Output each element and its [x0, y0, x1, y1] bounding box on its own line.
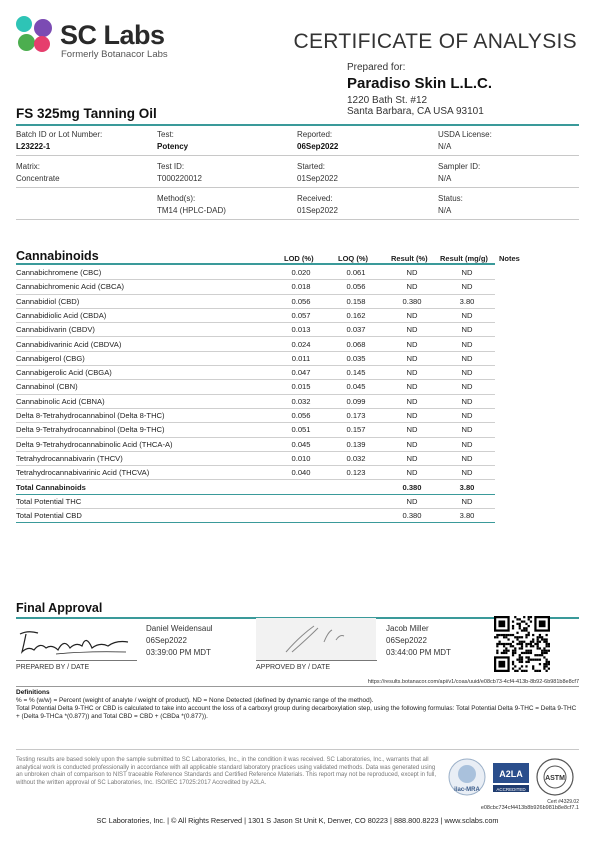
cell-loq: 0.068: [346, 339, 366, 349]
address-line2: Santa Barbara, CA USA 93101: [347, 106, 484, 117]
cell-loq: 0.035: [346, 353, 366, 363]
total-cannabinoids-row: [16, 480, 495, 495]
cell-resm: ND: [461, 268, 473, 277]
cell-res: 0.380: [402, 482, 422, 492]
cell-loq: 0.056: [346, 282, 366, 292]
method-label: Method(s):: [157, 194, 196, 203]
table-row: [16, 394, 495, 409]
cell-res: ND: [406, 310, 418, 320]
cell-name: Cannabigerol (CBG): [16, 353, 85, 363]
cell-res: ND: [406, 325, 418, 335]
astm-badge: [535, 757, 575, 797]
cell-res: ND: [406, 496, 418, 506]
cell-resm: ND: [461, 496, 473, 506]
cell-lod: 0.020: [291, 268, 311, 277]
header-loq: LOQ (%): [338, 254, 368, 263]
cell-resm: ND: [461, 325, 473, 335]
cell-loq: 0.123: [346, 468, 366, 478]
definitions-title: Definitions: [16, 689, 50, 696]
info-divider-1: [16, 155, 579, 156]
cell-resm: 3.80: [459, 511, 475, 521]
header-result: Result (%): [391, 254, 428, 263]
batch-label: Batch ID or Lot Number:: [16, 130, 103, 139]
cell-resm: 3.80: [459, 296, 475, 306]
cell-name: Cannabidiolic Acid (CBDA): [16, 310, 107, 320]
cell-res: ND: [406, 439, 418, 449]
cell-res: ND: [406, 468, 418, 478]
table-row: [16, 351, 495, 366]
cert-id: e08cbc734cf4413b8b926b981b8e8cf7.1: [480, 805, 579, 811]
cell-name: Cannabinolic Acid (CBNA): [16, 396, 105, 406]
cert-number: Cert #4329.02: [547, 799, 579, 805]
signer-1-name: Daniel Weidensaul: [146, 624, 213, 633]
cell-res: ND: [406, 425, 418, 435]
disclaimer-text: Testing results are based solely upon the sample submitted to SC Laboratories, Inc., in the condition it was received. SC Laboratories, Inc., warrants that all analytical work is conducted professionally in accordance with all applicable standard laboratory practices using validated methods. Data was generated using an unbroken chain of comparison to NIST traceable Reference Standards and Certified Reference Materials. This report may not be reproduced, except in full, without the written approval of SC Laboratories, Inc. ISO/IEC 17025:2017 Accredited by A2LA.: [16, 757, 437, 786]
brand-subtitle: Formerly Botanacor Labs: [61, 49, 168, 60]
prepared-by-label: PREPARED BY / DATE: [16, 664, 90, 671]
client-name: Paradiso Skin L.L.C.: [347, 75, 493, 92]
table-row: [16, 408, 495, 423]
cell-loq: 0.157: [346, 425, 366, 435]
testid-label: Test ID:: [157, 162, 185, 171]
signature-1-line: [16, 660, 137, 661]
cell-res: ND: [406, 353, 418, 363]
cell-loq: 0.162: [346, 310, 366, 320]
cell-loq: 0.045: [346, 382, 366, 392]
started-value: 01Sep2022: [297, 174, 338, 183]
test-value: Potency: [157, 142, 189, 151]
cell-name: Total Cannabinoids: [16, 482, 86, 492]
usda-label: USDA License:: [438, 130, 492, 139]
cell-name: Delta 9-Tetrahydrocannabinol (Delta 9-THC): [16, 425, 165, 435]
status-label: Status:: [438, 194, 463, 203]
cell-name: Cannabinol (CBN): [16, 382, 78, 392]
cell-name: Cannabigerolic Acid (CBGA): [16, 368, 112, 378]
cell-resm: ND: [461, 368, 473, 378]
cell-lod: 0.013: [291, 325, 311, 335]
cell-res: ND: [406, 453, 418, 463]
cell-lod: 0.047: [291, 368, 311, 378]
cannabinoids-title: Cannabinoids: [16, 249, 99, 263]
cell-lod: 0.040: [291, 468, 311, 478]
logo-mark: [16, 16, 54, 54]
cell-resm: ND: [461, 439, 473, 449]
cell-res: ND: [406, 339, 418, 349]
definitions-line-1: % = % (w/w) = Percent (weight of analyte / weight of product). ND = None Detected (defined by dynamic range of the method).: [16, 697, 374, 704]
cell-resm: ND: [461, 339, 473, 349]
table-row: [16, 465, 495, 480]
table-row: [16, 279, 495, 294]
header-result-mg: Result (mg/g): [440, 254, 488, 263]
cell-name: Total Potential THC: [16, 496, 82, 506]
received-label: Received:: [297, 194, 333, 203]
cell-res: 0.380: [402, 296, 422, 306]
started-label: Started:: [297, 162, 326, 171]
header-divider: [16, 124, 579, 126]
cell-res: ND: [406, 368, 418, 378]
header-notes: Notes: [499, 254, 520, 263]
address-line1: 1220 Bath St. #12: [347, 95, 428, 106]
definitions-divider: [16, 686, 579, 687]
signer-2-time: 03:44:00 PM MDT: [386, 648, 451, 657]
cell-lod: 0.057: [291, 310, 311, 320]
signature-2-line: [256, 660, 377, 661]
info-divider-3: [16, 219, 579, 220]
cell-resm: ND: [461, 282, 473, 292]
cell-name: Cannabidivarin (CBDV): [16, 325, 95, 335]
document-title: CERTIFICATE OF ANALYSIS: [293, 30, 577, 53]
cell-lod: 0.011: [291, 353, 311, 363]
disclaimer-divider: [16, 749, 579, 750]
definitions-line-2: Total Potential Delta 9-THC or CBD is calculated to take into account the loss of a carboxyl group during decarboxylation step, using the following formulas: Total Potential Delta 9-THC = Delta 9-THC + (Delta 9-THCa *(0.877)) and Total CBD = CBD + (CBDa *(0.877)).: [16, 705, 577, 720]
cell-res: ND: [406, 282, 418, 292]
signer-1-time: 03:39:00 PM MDT: [146, 648, 211, 657]
page-footer: SC Laboratories, Inc. | © All Rights Reserved | 1301 S Jason St Unit K, Denver, CO 80223 | 888.800.8223 | www.sclabs.com: [96, 816, 499, 825]
cell-res: ND: [406, 411, 418, 420]
results-url[interactable]: https://results.botanacor.com/api/v1/coas/uuid/e08cb73-4cf4-413b-8b92-6b981b8e8cf7: [367, 679, 579, 685]
cell-lod: 0.010: [291, 453, 311, 463]
cell-loq: 0.099: [346, 396, 366, 406]
test-label: Test:: [157, 130, 174, 139]
cell-lod: 0.056: [291, 296, 311, 306]
approved-by-label: APPROVED BY / DATE: [256, 664, 331, 671]
signature-2-image: [256, 618, 376, 660]
cell-resm: ND: [461, 468, 473, 478]
cell-loq: 0.037: [346, 325, 366, 335]
signer-2-date: 06Sep2022: [386, 636, 427, 645]
cell-loq: 0.139: [346, 439, 366, 449]
status-value: N/A: [438, 206, 452, 215]
ilac-label: ilac-MRA: [454, 787, 480, 793]
table-row: [16, 379, 495, 394]
cell-res: ND: [406, 382, 418, 392]
table-row: [16, 265, 495, 280]
cell-lod: 0.018: [291, 282, 311, 292]
matrix-label: Matrix:: [16, 162, 40, 171]
cell-name: Cannabidivarinic Acid (CBDVA): [16, 339, 122, 349]
brand-name: SC Labs: [60, 20, 165, 50]
logo-dot-teal: [16, 16, 32, 32]
received-value: 01Sep2022: [297, 206, 338, 215]
cell-loq: 0.061: [346, 268, 366, 277]
cell-resm: ND: [461, 425, 473, 435]
matrix-value: Concentrate: [16, 174, 60, 183]
final-approval-title: Final Approval: [16, 601, 103, 615]
cell-resm: ND: [461, 382, 473, 392]
info-divider-2: [16, 187, 579, 188]
a2la-label: ACCREDITED: [496, 787, 526, 792]
total-thc-row: [16, 494, 495, 509]
cell-name: Delta 8-Tetrahydrocannabinol (Delta 8-THC): [16, 411, 165, 420]
cell-loq: 0.032: [346, 453, 366, 463]
cell-res: ND: [406, 396, 418, 406]
signer-2-name: Jacob Miller: [386, 624, 429, 633]
signature-1-image: [16, 624, 136, 658]
cell-name: Cannabichromene (CBC): [16, 268, 102, 277]
cell-resm: ND: [461, 411, 473, 420]
cell-name: Tetrahydrocannabivarin (THCV): [16, 453, 123, 463]
table-row: [16, 422, 495, 437]
cell-name: Cannabidiol (CBD): [16, 296, 80, 306]
batch-value: L23222-1: [16, 142, 51, 151]
ilac-mra-badge: [447, 757, 487, 797]
table-row: [16, 365, 495, 380]
cell-lod: 0.015: [291, 382, 311, 392]
svg-text:ASTM: ASTM: [545, 775, 565, 782]
signer-1-date: 06Sep2022: [146, 636, 187, 645]
table-row: [16, 308, 495, 323]
product-name: FS 325mg Tanning Oil: [16, 106, 157, 121]
cell-lod: 0.032: [291, 396, 311, 406]
cell-name: Total Potential CBD: [16, 511, 82, 521]
method-value: TM14 (HPLC-DAD): [157, 206, 226, 215]
qr-code-icon[interactable]: [494, 616, 550, 672]
table-row: [16, 322, 495, 337]
total-cbd-row: [16, 508, 495, 523]
testid-value: T000220012: [157, 174, 202, 183]
header-lod: LOD (%): [284, 254, 314, 263]
cell-name: Delta 9-Tetrahydrocannabinolic Acid (THCA-A): [16, 439, 173, 449]
svg-text:A2LA: A2LA: [499, 769, 523, 779]
cell-res: ND: [406, 268, 418, 277]
cell-resm: ND: [461, 453, 473, 463]
cell-lod: 0.024: [291, 339, 311, 349]
cell-res: 0.380: [402, 511, 422, 521]
reported-label: Reported:: [297, 130, 333, 139]
cell-resm: ND: [461, 396, 473, 406]
sampler-value: N/A: [438, 174, 452, 183]
cell-lod: 0.056: [291, 411, 311, 420]
logo-dot-green: [18, 34, 35, 51]
sampler-label: Sampler ID:: [438, 162, 481, 171]
reported-value: 06Sep2022: [297, 142, 339, 151]
prepared-for-label: Prepared for:: [347, 62, 406, 73]
logo-dot-purple: [34, 19, 52, 37]
cell-resm: 3.80: [459, 482, 475, 492]
table-row: [16, 294, 495, 309]
cell-loq: 0.158: [346, 296, 366, 306]
logo-dot-pink: [34, 36, 50, 52]
table-row: [16, 451, 495, 466]
table-row: [16, 437, 495, 452]
cell-resm: ND: [461, 310, 473, 320]
cell-resm: ND: [461, 353, 473, 363]
signature-2-box: [256, 618, 376, 660]
cell-loq: 0.145: [346, 368, 366, 378]
cell-name: Tetrahydrocannabivarinic Acid (THCVA): [16, 468, 150, 478]
a2la-badge: [491, 757, 531, 797]
table-row: [16, 337, 495, 352]
cell-lod: 0.045: [291, 439, 311, 449]
cell-loq: 0.173: [346, 411, 366, 420]
usda-value: N/A: [438, 142, 452, 151]
cell-lod: 0.051: [291, 425, 311, 435]
cell-name: Cannabichromenic Acid (CBCA): [16, 282, 125, 292]
